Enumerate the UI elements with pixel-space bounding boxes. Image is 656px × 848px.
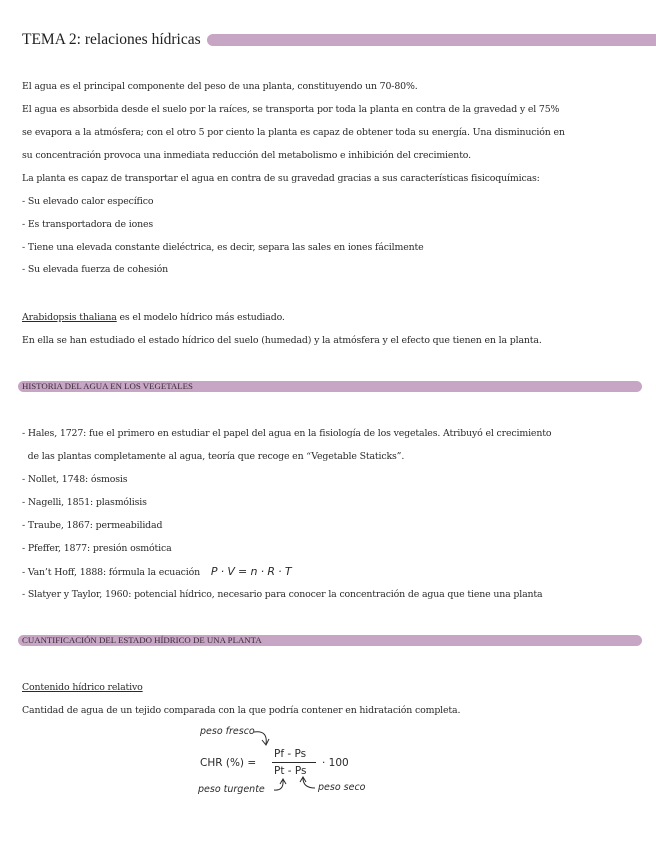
property-item: - Su elevada fuerza de cohesión <box>22 264 169 275</box>
formula-factor: · 100 <box>322 757 349 769</box>
label-peso-fresco: peso fresco <box>200 726 255 737</box>
property-item: - Es transportadora de iones <box>22 219 154 230</box>
arrow-fresh-icon <box>252 728 274 750</box>
history-item: - Slatyer y Taylor, 1960: potencial hídrico, necesario para conocer la concentración de agua que tiene una planta <box>22 589 543 600</box>
model-line: En ella se han estudiado el estado hídrico del suelo (humedad) y la atmósfera y el efecto que tienen en la planta. <box>22 335 542 346</box>
intro-line: El agua es el principal componente del peso de una planta, constituyendo un 70-80%. <box>22 81 418 92</box>
model-line <box>22 312 285 324</box>
history-item-text: - Van’t Hoff, 1888: fórmula la ecuación <box>22 567 200 578</box>
history-item: - Hales, 1727: fue el primero en estudiar el papel del agua en la fisiología de los vegetales. Atribuyó el crecimiento <box>22 428 552 439</box>
history-item: - Pfeffer, 1877: presión osmótica <box>22 543 172 554</box>
intro-line: su concentración provoca una inmediata reducción del metabolismo e inhibición del crecimiento. <box>22 150 471 161</box>
title-decoration-bar <box>207 34 656 46</box>
intro-line: se evapora a la atmósfera; con el otro 5 por ciento la planta es capaz de obtener toda su energía. Una disminución en <box>22 127 565 138</box>
formula-lhs: CHR (%) = <box>200 757 257 769</box>
label-peso-seco: peso seco <box>318 782 366 793</box>
vant-hoff-equation: P · V = n · R · T <box>210 565 292 578</box>
page-title: TEMA 2: relaciones hídricas <box>22 31 201 48</box>
history-item: - Nagelli, 1851: plasmólisis <box>22 497 147 508</box>
model-text: es el modelo hídrico más estudiado. <box>116 312 285 323</box>
formula-numerator: Pf - Ps <box>274 748 307 760</box>
property-item: - Su elevado calor específico <box>22 196 154 207</box>
chr-definition: Cantidad de agua de un tejido comparada con la que podría contener en hidratación completa. <box>22 705 461 716</box>
intro-line: El agua es absorbida desde el suelo por la raíces, se transporta por toda la planta en contra de la gravedad y el 75% <box>22 104 560 115</box>
chr-formula <box>190 722 390 802</box>
property-item: - Tiene una elevada constante dieléctrica, es decir, separa las sales en iones fácilmente <box>22 242 424 253</box>
arrow-dry-icon <box>298 776 318 794</box>
arrow-turgid-icon <box>272 778 290 796</box>
section-header-quantification: CUANTIFICACIÓN DEL ESTADO HÍDRICO DE UNA PLANTA <box>18 635 642 646</box>
intro-line: La planta es capaz de transportar el agua en contra de su gravedad gracias a sus características fisicoquímicas: <box>22 173 540 184</box>
fraction-bar <box>272 762 316 763</box>
formula-denominator: Pt - Ps <box>274 765 307 777</box>
label-peso-turgente: peso turgente <box>198 784 265 795</box>
history-item: - Traube, 1867: permeabilidad <box>22 520 163 531</box>
species-name: Arabidopsis thaliana <box>22 312 117 323</box>
history-item-vanthoff <box>22 566 291 579</box>
history-item: - Nollet, 1748: ósmosis <box>22 474 128 485</box>
title-row <box>22 30 656 50</box>
history-item: de las plantas completamente al agua, teoría que recoge en “Vegetable Staticks”. <box>22 451 405 462</box>
section-header-history: HISTORIA DEL AGUA EN LOS VEGETALES <box>18 381 642 392</box>
chr-heading: Contenido hídrico relativo <box>22 682 143 693</box>
